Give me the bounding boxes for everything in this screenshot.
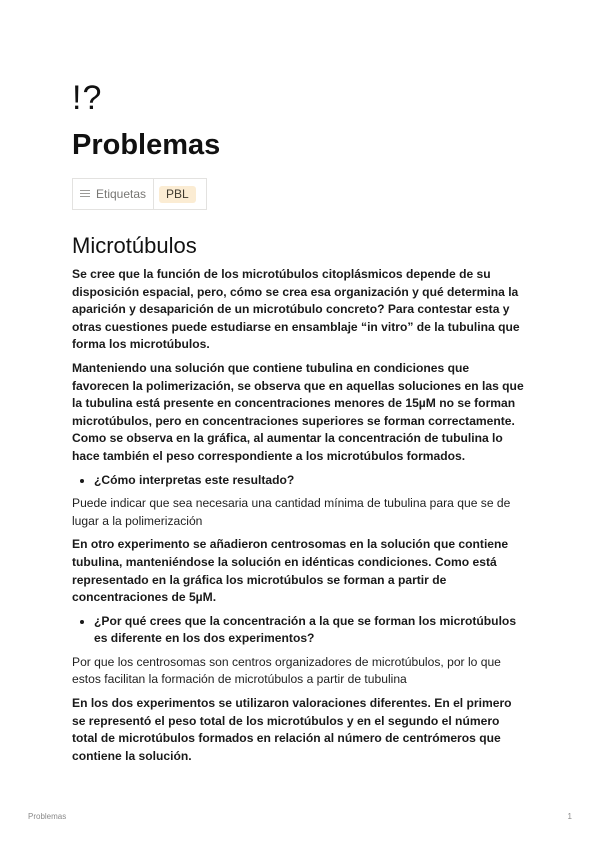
page-title: Problemas xyxy=(72,129,221,161)
paragraph-valoraciones: En los dos experimentos se utilizaron valoraciones diferentes. En el primero se representó el peso total de los microtúbulos y en el segundo el número total de microtúbulos formados en relación al número de centrómeros que contiene la solución. xyxy=(72,696,512,763)
tag-pbl[interactable]: PBL xyxy=(159,186,196,203)
property-name-etiquetas[interactable] xyxy=(73,179,154,209)
property-row xyxy=(72,178,207,210)
question-2: • ¿Por qué crees que la concentración a la que se forman los microtúbulos es diferente en los dos experimentos? xyxy=(94,613,528,648)
list-icon xyxy=(80,190,90,198)
answer-1: Puede indicar que sea necesaria una cantidad mínima de tubulina para que se de lugar a la polimerización xyxy=(72,496,511,528)
question-list-1 xyxy=(72,472,528,490)
page-number: 1 xyxy=(567,812,572,821)
property-label: Etiquetas xyxy=(96,187,147,201)
paragraph-experiment-2: En otro experimento se añadieron centrosomas en la solución que contiene tubulina, manteniéndose la solución en idénticas condiciones. Como está representado en la gráfica los microtúbulos se forman a partir de concentraciones de 5µM. xyxy=(72,537,509,605)
paragraph-intro: Se cree que la función de los microtúbulos citoplásmicos depende de su disposición espacial, pero, cómo se crea esa organización y qué determina la aparición y desaparición de un microtúbulo concreto? Para contestar esta y otras cuestiones puede estudiarse en ensamblaje “in vitro” de la tubulina que forma los microtúbulos. xyxy=(72,267,520,352)
answer-2: Por que los centrosomas son centros organizadores de microtúbulos, por lo que estos facilitan la formación de microtúbulos a partir de tubulina xyxy=(72,654,501,687)
footer-title: Problemas xyxy=(28,812,67,821)
page-footer xyxy=(28,812,572,821)
question-1: • ¿Cómo interpretas este resultado? xyxy=(94,472,528,490)
page-content xyxy=(72,76,528,771)
section-heading: Microtúbulos xyxy=(72,233,197,258)
page-icon: !? xyxy=(72,79,103,117)
paragraph-experiment-1: Manteniendo una solución que contiene tubulina en condiciones que favorecen la polimerización, se observa que en aquellas soluciones en las que la tubulina está presente en concentraciones menores de 15µM no se forman microtúbulos, pero en concentraciones superiores se forman correctamente. Como se observa en la gráfica, al aumentar la concentración de tubulina lo hace también el peso correspondiente a los microtúbulos formados. xyxy=(72,360,524,463)
property-value[interactable] xyxy=(154,179,206,209)
question-list-2 xyxy=(72,613,528,648)
